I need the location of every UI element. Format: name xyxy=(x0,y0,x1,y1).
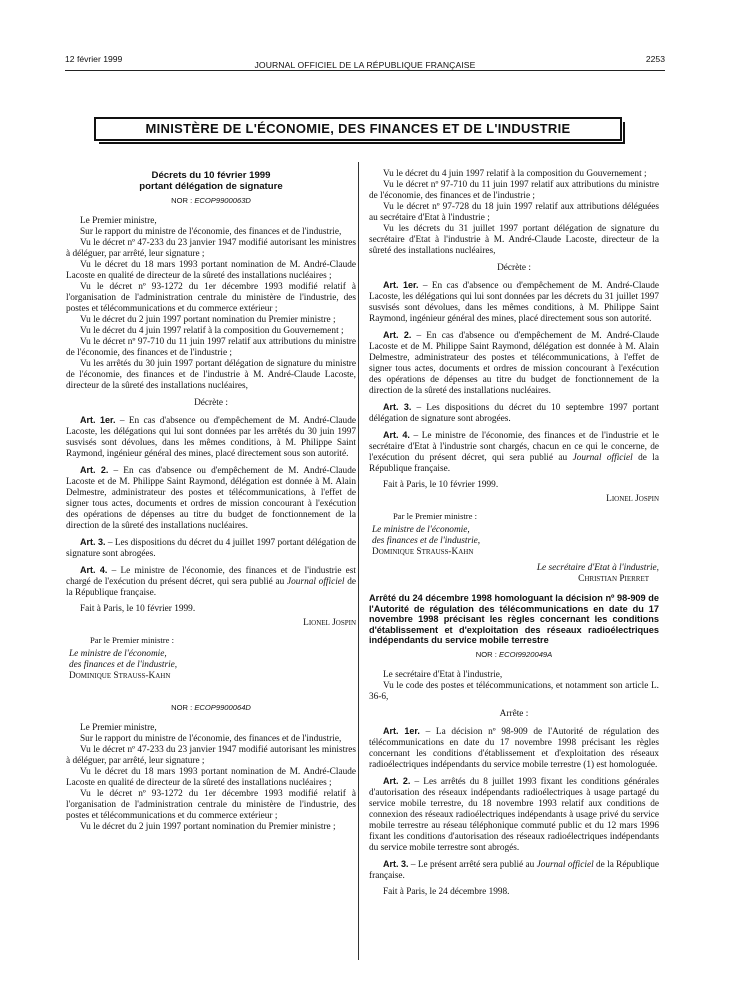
paragraph: Le Premier ministre, xyxy=(80,723,157,733)
header-page-number: 2253 xyxy=(645,54,665,64)
article-text: – Le ministre de l'économie, des finances et de l'industrie est chargé de l'exécution du présent décret, qui sera publié au xyxy=(66,566,356,587)
ministry-banner xyxy=(94,117,622,141)
paragraph: Sur le rapport du ministre de l'économie, des finances et de l'industrie, xyxy=(80,227,342,237)
article-1 xyxy=(369,280,659,325)
article-2 xyxy=(369,330,659,397)
nor-label: NOR : xyxy=(475,649,497,659)
article-text: – La décision nº 98-909 de l'Autorité de régulation des télécommunications en date du 17 novembre 1998 précisant les règles concernant les conditions d'établissement et d'exploitation des réseaux radioélectriques indépendants du service mobile terrestre (1) est homologuée. xyxy=(369,726,659,770)
nor-label: NOR : xyxy=(171,703,193,712)
article-2 xyxy=(66,465,356,532)
article-label: Art. 4. xyxy=(383,430,410,440)
paragraph: Sur le rapport du ministre de l'économie, des finances et de l'industrie, xyxy=(80,734,342,744)
paragraph: Vu le décret du 2 juin 1997 portant nomination du Premier ministre ; xyxy=(80,315,336,325)
article-text: – En cas d'absence ou d'empêchement de M. André-Claude Lacoste et de M. Philippe Saint Raymond, délégation est donnée à M. Alain Delmestre, administrateur des postes et télécommunications, à l'effet de signer tous actes, documents et ordres de mission concourant à l'exécution des opérations de dépenses au titre du budget de fonctionnement de la direction de la sûreté des installations nucléaires. xyxy=(369,331,659,396)
nor-label: NOR : xyxy=(171,196,193,205)
nor-reference-3 xyxy=(369,649,659,660)
secretary-role: Le secrétaire d'Etat à l'industrie, xyxy=(536,563,659,573)
article-text: de la République française. xyxy=(369,859,660,881)
article-4 xyxy=(369,430,659,475)
nor-code: ECOI9920049A xyxy=(499,649,553,659)
arrete-article-2 xyxy=(369,776,659,854)
paragraph: Vu le décret du 2 juin 1997 portant nomination du Premier ministre ; xyxy=(80,822,336,832)
decrete-heading: Décrète : xyxy=(194,398,228,408)
article-label: Art. 2. xyxy=(80,465,109,475)
paragraph: Le secrétaire d'Etat à l'industrie, xyxy=(383,669,503,680)
decrete-heading: Décrète : xyxy=(497,263,531,273)
nor-reference-1 xyxy=(66,195,356,206)
header-rule xyxy=(65,70,665,71)
signature-par: Par le Premier ministre : xyxy=(90,635,175,645)
ministry-title: MINISTÈRE DE L'ÉCONOMIE, DES FINANCES ET DE L'INDUSTRIE xyxy=(145,121,571,136)
paragraph: Vu le décret nº 97-728 du 18 juin 1997 relatif aux attributions déléguées au secrétaire d'Etat à l'industrie ; xyxy=(369,202,659,223)
paragraph: Vu le décret du 18 mars 1993 portant nomination de M. André-Claude Lacoste en qualité de directeur de la sûreté des installations nucléaires ; xyxy=(66,260,356,281)
paragraph: Le Premier ministre, xyxy=(80,216,157,226)
minister-name: Dominique Strauss-Kahn xyxy=(372,547,474,557)
article-1 xyxy=(66,415,356,460)
nor-code: ECOP9900063D xyxy=(194,196,251,205)
paragraph: Vu le décret du 4 juin 1997 relatif à la composition du Gouvernement ; xyxy=(383,169,647,179)
signatory-name: Lionel Jospin xyxy=(303,618,356,628)
right-column xyxy=(369,169,659,898)
arrete-signature-date: Fait à Paris, le 24 décembre 1998. xyxy=(383,886,510,897)
article-label: Art. 1er. xyxy=(383,280,419,290)
paragraph: Vu le décret nº 97-710 du 11 juin 1997 relatif aux attributions du ministre de l'économie, des finances et de l'industrie ; xyxy=(66,337,356,358)
article-text: – Le ministre de l'économie, des finances et de l'industrie et le secrétaire d'Etat à l'industrie sont chargés, chacun en ce qui le concerne, de l'exécution du présent décret, qui sera publié au xyxy=(369,431,659,463)
minister-role-line1: Le ministre de l'économie, xyxy=(372,525,470,535)
article-label: Art. 3. xyxy=(80,537,106,547)
minister-name: Dominique Strauss-Kahn xyxy=(69,671,171,681)
decree-title: Décrets du 10 février 1999 xyxy=(151,170,271,181)
article-text: – En cas d'absence ou d'empêchement de M. André-Claude Lacoste, les délégations qui lui sont données par les arrêtés du 30 juin 1997 susvisés sont dévolues, dans les mêmes conditions, à M. Philippe Saint Raymond, ingénieur général des mines, placé directement sous son autorité. xyxy=(66,416,356,459)
decree-subtitle: portant délégation de signature xyxy=(139,181,283,192)
paragraph: Vu le décret du 4 juin 1997 relatif à la composition du Gouvernement ; xyxy=(80,326,344,336)
article-4 xyxy=(66,565,356,599)
header-journal-title: JOURNAL OFFICIEL DE LA RÉPUBLIQUE FRANÇAISE xyxy=(254,60,476,70)
signatory-name: Lionel Jospin xyxy=(606,494,659,504)
signature-date: Fait à Paris, le 10 février 1999. xyxy=(80,604,196,614)
paragraph: Vu les décrets du 31 juillet 1997 portant délégation de signature du secrétaire d'Etat à l'industrie à M. André-Claude Lacoste, directeur de la sûreté des installations nucléaires, xyxy=(369,224,659,256)
article-text: – Les dispositions du décret du 10 septembre 1997 portant délégation de signature sont abrogées. xyxy=(369,403,659,424)
article-label: Art. 3. xyxy=(383,402,412,412)
paragraph: Vu le décret nº 47-233 du 23 janvier 1947 modifié autorisant les ministres à déléguer, par arrêté, leur signature ; xyxy=(66,745,356,766)
paragraph: Vu les arrêtés du 30 juin 1997 portant délégation de signature du ministre de l'économie, des finances et de l'industrie à M. André-Claude Lacoste, directeur de la sûreté des installations nucléaires, xyxy=(66,359,356,391)
minister-role-line2: des finances et de l'industrie, xyxy=(69,660,178,670)
secretary-name: Christian Pierret xyxy=(578,574,649,584)
header-date: 12 février 1999 xyxy=(65,54,123,64)
page-header xyxy=(65,54,665,68)
signature-date: Fait à Paris, le 10 février 1999. xyxy=(383,480,499,490)
column-divider xyxy=(358,162,359,960)
article-text: de la République française. xyxy=(66,577,356,598)
paragraph: Vu le décret nº 97-710 du 11 juin 1997 relatif aux attributions du ministre de l'économie, des finances et de l'industrie ; xyxy=(369,180,659,201)
minister-role-line2: des finances et de l'industrie, xyxy=(372,536,481,546)
journal-name: Journal officiel xyxy=(287,577,345,587)
minister-role-line1: Le ministre de l'économie, xyxy=(69,649,167,659)
article-label: Art. 2. xyxy=(383,775,411,786)
article-3 xyxy=(66,537,356,560)
arrete-title: Arrêté du 24 décembre 1998 homologuant la décision nº 98-909 de l'Autorité de régulation des télécommunications en date du 17 novembre 1998 précisant les règles concernant les conditions d'établissement et d'exploitation des réseaux radioélectriques indépendants du service mobile terrestre xyxy=(369,593,659,645)
article-label: Art. 4. xyxy=(80,565,108,575)
left-column xyxy=(66,170,356,833)
article-text: – En cas d'absence ou d'empêchement de M. André-Claude Lacoste, les délégations qui lui sont données par les décrets du 31 juillet 1997 susvisés sont dévolues, dans les mêmes conditions, à M. Philippe Saint Raymond, ingénieur général des mines, placé directement sous son autorité. xyxy=(369,281,659,324)
arrete-article-3 xyxy=(369,859,659,882)
article-label: Art. 3. xyxy=(383,858,409,869)
nor-code: ECOP9900064D xyxy=(194,703,251,712)
article-label: Art. 1er. xyxy=(383,725,420,736)
arrete-article-1 xyxy=(369,726,659,771)
article-text: de la République française. xyxy=(369,453,660,474)
arrete-heading: Arrête : xyxy=(499,708,529,719)
paragraph: Vu le code des postes et télécommunications, et notamment son article L. 36-6, xyxy=(369,680,659,702)
paragraph: Vu le décret du 18 mars 1993 portant nomination de M. André-Claude Lacoste en qualité de directeur de la sûreté des installations nucléaires ; xyxy=(66,767,356,788)
article-label: Art. 1er. xyxy=(80,415,116,425)
article-text: – En cas d'absence ou d'empêchement de M. André-Claude Lacoste et de M. Philippe Saint Raymond, délégation est donnée à M. Alain Delmestre, administrateur des postes et télécommunications, à l'effet de signer tous actes, documents et ordres de mission concourant à l'exécution des opérations de dépenses au titre du budget de fonctionnement de la direction de la sûreté des installations nucléaires. xyxy=(66,466,356,531)
article-text: – Le présent arrêté sera publié au xyxy=(408,859,537,870)
paragraph: Vu le décret nº 93-1272 du 1er décembre 1993 modifié relatif à l'organisation de l'administration centrale du ministère de l'industrie, des postes et télécommunications et du commerce extérieur ; xyxy=(66,789,356,821)
paragraph: Vu le décret nº 47-233 du 23 janvier 1947 modifié autorisant les ministres à déléguer, par arrêté, leur signature ; xyxy=(66,238,356,259)
article-text: – Les dispositions du décret du 4 juillet 1997 portant délégation de signature sont abrogées. xyxy=(66,538,356,559)
journal-name: Journal officiel xyxy=(536,859,594,870)
article-3 xyxy=(369,402,659,425)
nor-reference-2 xyxy=(66,702,356,713)
article-text: – Les arrêtés du 8 juillet 1993 fixant les conditions générales d'autorisation des réseaux indépendants radioélectriques à usage partagé du service mobile terrestre, du 18 novembre 1993 relatif aux conditions de connexion des réseaux radioélectriques indépendants à usage privé du service mobile terrestre au réseau téléphonique commuté public et du 12 mars 1996 fixant les conditions d'autorisation des réseaux radioélectriques indépendants du service mobile terrestre sont abrogés. xyxy=(369,776,659,853)
signature-par: Par le Premier ministre : xyxy=(393,511,478,521)
paragraph: Vu le décret nº 93-1272 du 1er décembre 1993 modifié relatif à l'organisation de l'administration centrale du ministère de l'industrie, des postes et télécommunications et du commerce extérieur ; xyxy=(66,282,356,314)
article-label: Art. 2. xyxy=(383,330,412,340)
journal-name: Journal officiel xyxy=(572,453,633,463)
